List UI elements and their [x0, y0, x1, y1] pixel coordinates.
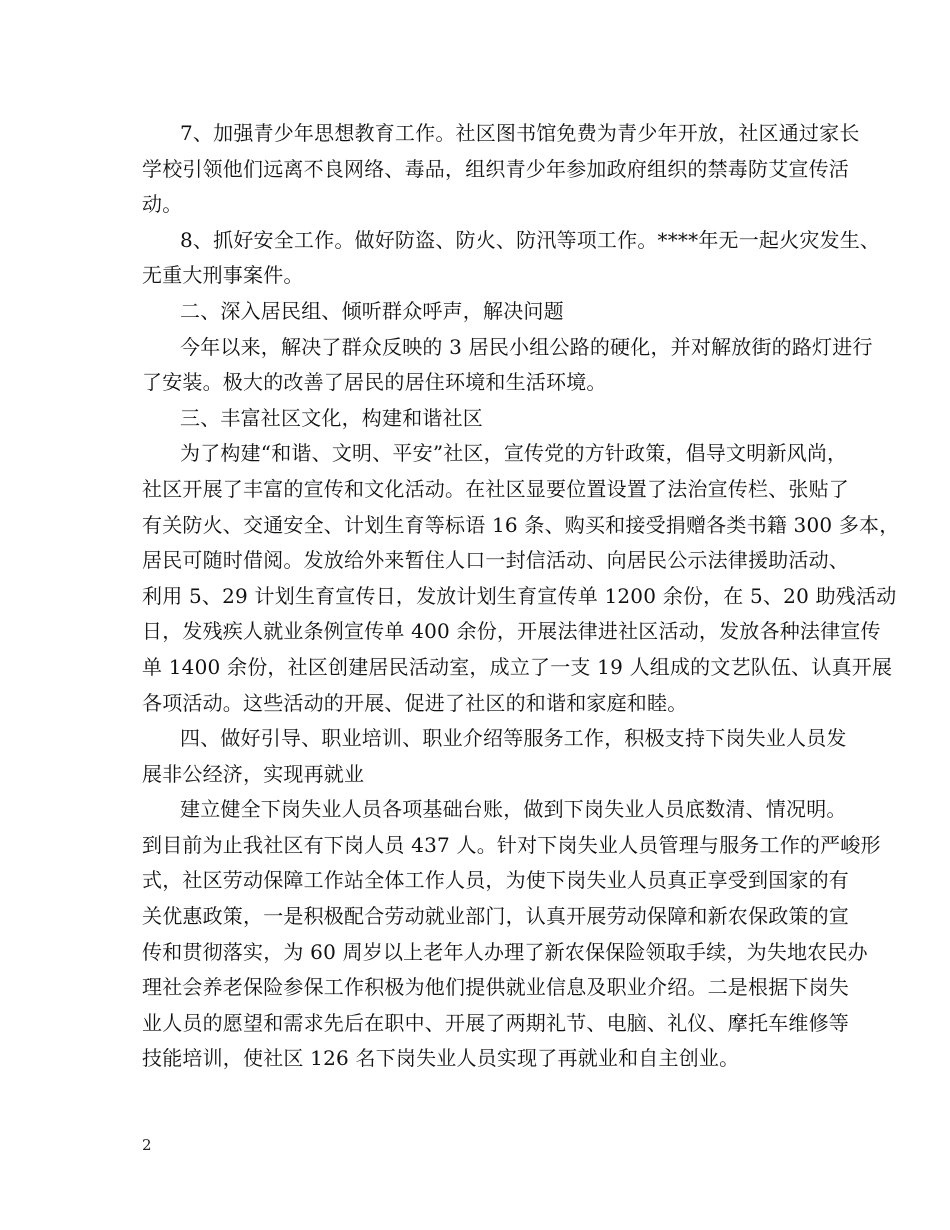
document-page [142, 116, 900, 1077]
section-heading-3 [142, 401, 820, 437]
text-line: 建立健全下岗失业人员各项基础台账，做到下岗失业人员底数清、情况明。 [180, 797, 847, 822]
text-line: 各项活动。这些活动的开展、促进了社区的和谐和家庭和睦。 [142, 690, 688, 715]
text-line: 技能培训，使社区 126 名下岗失业人员实现了再就业和自主创业。 [142, 1046, 740, 1071]
text-line: 到目前为止我社区有下岗人员 437 人。针对下岗失业人员管理与服务工作的严峻形 [142, 832, 881, 857]
text-line: 业人员的愿望和需求先后在职中、开展了两期礼节、电脑、礼仪、摩托车维修等 [142, 1010, 849, 1035]
text-line: 学校引领他们远离不良网络、毒品，组织青少年参加政府组织的禁毒防艾宣传活 [142, 156, 849, 181]
text-line: 为了构建“和谐、文明、平安”社区，宣传党的方针政策，倡导文明新风尚， [180, 441, 848, 466]
section-heading-2 [142, 294, 820, 330]
text-line: 8、抓好安全工作。做好防盗、防火、防汛等项工作。****年无一起火灾发生、 [180, 227, 881, 252]
heading-line: 二、深入居民组、倾听群众呼声，解决问题 [180, 298, 564, 323]
paragraph-item-7 [142, 116, 860, 223]
text-line: 7、加强青少年思想教育工作。社区图书馆免费为青少年开放，社区通过家长 [180, 121, 860, 145]
paragraph-item-8 [142, 223, 881, 294]
heading-line: 三、丰富社区文化，构建和谐社区 [180, 405, 483, 430]
paragraph-section-3-body [142, 436, 900, 721]
text-line: 理社会养老保险参保工作积极为他们提供就业信息及职业介绍。二是根据下岗失 [142, 975, 849, 1000]
paragraph-section-2-body [142, 330, 873, 401]
text-line: 今年以来，解决了群众反映的 3 居民小组公路的硬化，并对解放街的路灯进行 [180, 334, 873, 359]
text-line: 社区开展了丰富的宣传和文化活动。在社区显要位置设置了法治宣传栏、张贴了 [142, 476, 849, 501]
text-line: 利用 5、29 计划生育宣传日，发放计划生育宣传单 1200 余份，在 5、20 助残活动 [142, 583, 897, 608]
text-line: 传和贯彻落实，为 60 周岁以上老年人办理了新农保保险领取手续，为失地农民办 [142, 939, 868, 964]
paragraph-section-4-body [142, 792, 881, 1077]
text-line: 关优惠政策，一是积极配合劳动就业部门，认真开展劳动保障和新农保政策的宣 [142, 904, 849, 929]
heading-line: 四、做好引导、职业培训、职业介绍等服务工作，积极支持下岗失业人员发 [180, 726, 847, 751]
text-line: 无重大刑事案件。 [142, 263, 304, 288]
text-line: 居民可随时借阅。发放给外来暂住人口一封信活动、向居民公示法律援助活动、 [142, 548, 849, 573]
text-line: 式，社区劳动保障工作站全体工作人员，为使下岗失业人员真正享受到国家的有 [142, 868, 849, 893]
text-line: 日，发残疾人就业条例宣传单 400 余份，开展法律进社区活动，发放各种法律宣传 [142, 619, 881, 644]
text-line: 动。 [142, 192, 183, 217]
text-line: 有关防火、交通安全、计划生育等标语 16 条、购买和接受捐赠各类书籍 300 多本， [142, 512, 900, 537]
heading-line: 展非公经济，实现再就业 [142, 761, 365, 786]
text-line: 了安装。极大的改善了居民的居住环境和生活环境。 [142, 370, 607, 395]
text-line: 单 1400 余份，社区创建居民活动室，成立了一支 19 人组成的文艺队伍、认真开展 [142, 654, 893, 679]
page-number: 2 [142, 1136, 152, 1154]
section-heading-4 [142, 721, 847, 792]
